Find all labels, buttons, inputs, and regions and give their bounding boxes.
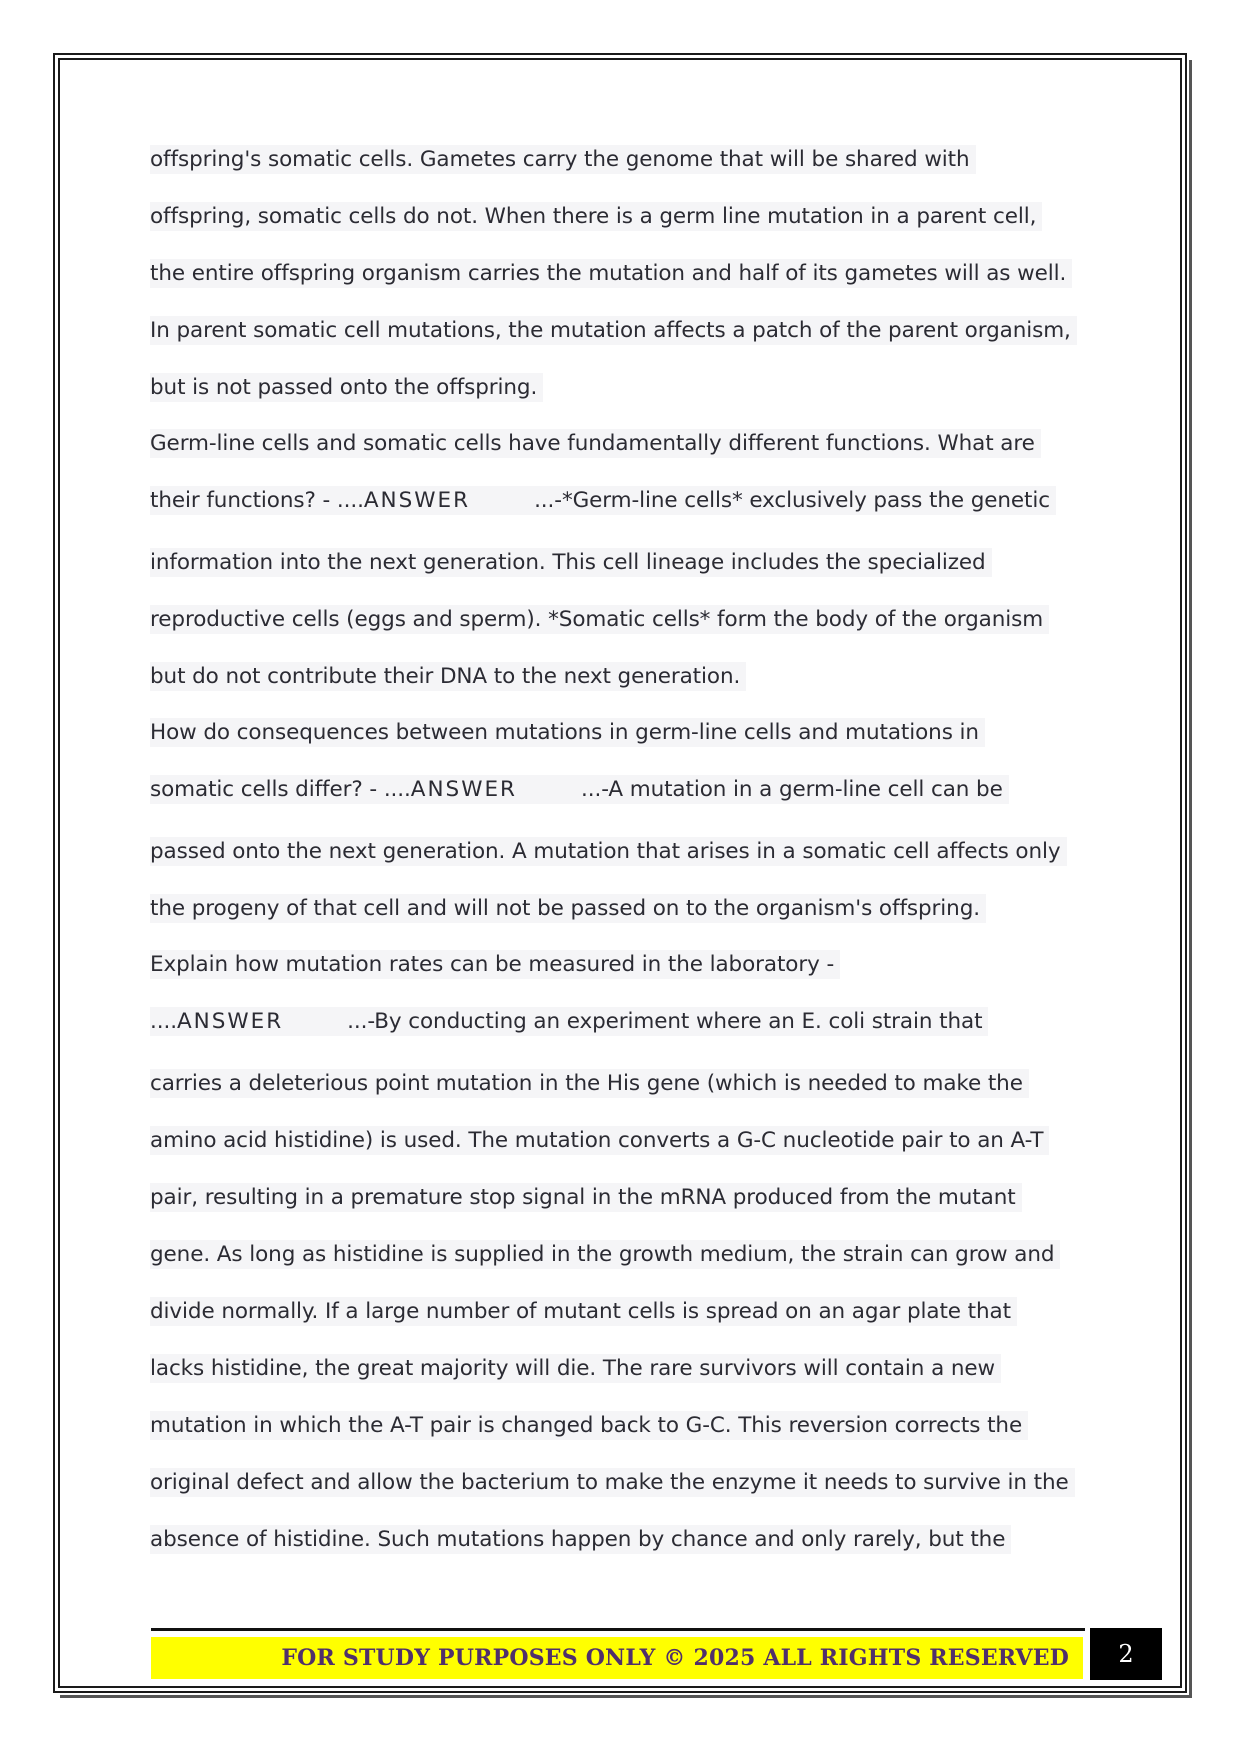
question-tail: ....: [150, 1009, 177, 1034]
text-line: lacks histidine, the great majority will die. The rare survivors will contain a new: [150, 1354, 1090, 1383]
text-line: divide normally. If a large number of mutant cells is spread on an agar plate that: [150, 1297, 1090, 1326]
text-line: mutation in which the A-T pair is changed back to G-C. This reversion corrects the: [150, 1411, 1090, 1440]
text-line: original defect and allow the bacterium to make the enzyme it needs to survive in the: [150, 1468, 1090, 1497]
body-text: [150, 145, 1090, 1582]
text-line: gene. As long as histidine is supplied in the growth medium, the strain can grow and: [150, 1240, 1090, 1269]
footer-text: FOR STUDY PURPOSES ONLY © 2025 ALL RIGHTS RESERVED: [281, 1645, 1069, 1671]
text-line: offspring, somatic cells do not. When there is a germ line mutation in a parent cell,: [150, 202, 1090, 231]
question-line: How do consequences between mutations in germ-line cells and mutations in: [150, 718, 1090, 747]
answer-text: ...-By conducting an experiment where an E. coli strain that: [347, 1009, 983, 1034]
text-line: information into the next generation. This cell lineage includes the specialized: [150, 548, 1090, 577]
text-line: offspring's somatic cells. Gametes carry the genome that will be shared with: [150, 145, 1090, 174]
answer-label: ANSWER: [410, 777, 517, 802]
text-line: In parent somatic cell mutations, the mutation affects a patch of the parent organism,: [150, 316, 1090, 345]
question-tail: somatic cells differ? - ....: [150, 777, 411, 802]
question-tail: their functions? - ....: [150, 488, 364, 513]
page-number: 2: [1090, 1628, 1162, 1680]
text-line: reproductive cells (eggs and sperm). *Somatic cells* form the body of the organism: [150, 605, 1090, 634]
answer-label: ANSWER: [176, 1009, 284, 1034]
text-line: passed onto the next generation. A mutation that arises in a somatic cell affects only: [150, 837, 1090, 866]
answer-text: ...-A mutation in a germ-line cell can be: [581, 777, 1003, 802]
footer-rule: [151, 1628, 1085, 1631]
text-line: pair, resulting in a premature stop signal in the mRNA produced from the mutant: [150, 1183, 1090, 1212]
answer-label: ANSWER: [363, 488, 471, 513]
question-line: Germ-line cells and somatic cells have fundamentally different functions. What are: [150, 429, 1090, 458]
text-line: amino acid histidine) is used. The mutation converts a G-C nucleotide pair to an A-T: [150, 1126, 1090, 1155]
text-line: absence of histidine. Such mutations happen by chance and only rarely, but the: [150, 1525, 1090, 1554]
text-line: but do not contribute their DNA to the next generation.: [150, 662, 1090, 691]
footer-band: [151, 1637, 1083, 1679]
answer-text: ...-*Germ-line cells* exclusively pass the genetic: [534, 488, 1050, 513]
text-line: but is not passed onto the offspring.: [150, 373, 1090, 402]
answer-line: [150, 775, 1090, 804]
text-line: the entire offspring organism carries the mutation and half of its gametes will as well.: [150, 259, 1090, 288]
text-line: carries a deleterious point mutation in the His gene (which is needed to make the: [150, 1069, 1090, 1098]
answer-line: [150, 486, 1090, 515]
answer-line: [150, 1007, 1090, 1036]
text-line: the progeny of that cell and will not be passed on to the organism's offspring.: [150, 894, 1090, 923]
question-line: Explain how mutation rates can be measured in the laboratory -: [150, 950, 1090, 979]
